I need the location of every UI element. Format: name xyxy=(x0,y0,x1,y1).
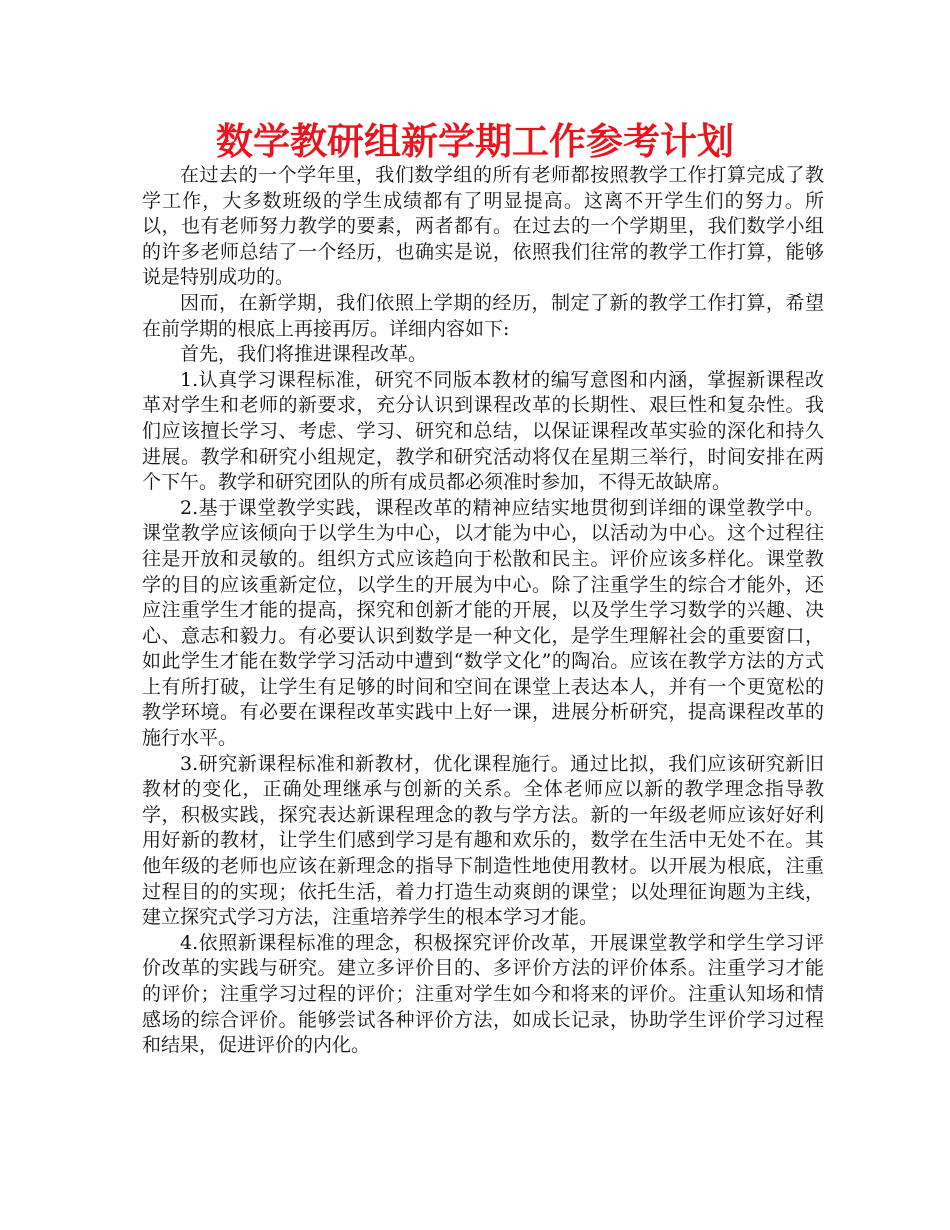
paragraph-item-4: 4.依照新课程标准的理念，积极探究评价改革，开展课堂教学和学生学习评价改革的实践与研究。建立多评价目的、多评价方法的评价体系。注重学习才能的评价；注重学习过程的评价；注重对学生如今和将来的评价。注重认知场和情感场的综合评价。能够尝试各种评价方法，如成长记录，协助学生评价学习过程和结果，促进评价的内化。 xyxy=(142,931,824,1057)
paragraph-item-2: 2.基于课堂教学实践，课程改革的精神应结实地贯彻到详细的课堂教学中。课堂教学应该倾向于以学生为中心，以才能为中心，以活动为中心。这个过程往往是开放和灵敏的。组织方式应该趋向于松散和民主。评价应该多样化。课堂教学的目的应该重新定位，以学生的开展为中心。除了注重学生的综合才能外，还应注重学生才能的提高，探究和创新才能的开展，以及学生学习数学的兴趣、决心、意志和毅力。有必要认识到数学是一种文化，是学生理解社会的重要窗口，如此学生才能在数学学习活动中遭到“数学文化”的陶冶。应该在教学方法的方式上有所打破，让学生有足够的时间和空间在课堂上表达本人，并有一个更宽松的教学环境。有必要在课程改革实践中上好一课，进展分析研究，提高课程改革的施行水平。 xyxy=(142,496,824,750)
paragraph-item-3: 3.研究新课程标准和新教材，优化课程施行。通过比拟，我们应该研究新旧教材的变化，正确处理继承与创新的关系。全体老师应以新的教学理念指导教学，积极实践，探究表达新课程理念的教与学方法。新的一年级老师应该好好利用好新的教材，让学生们感到学习是有趣和欢乐的，数学在生活中无处不在。其他年级的老师也应该在新理念的指导下制造性地使用教材。以开展为根底，注重过程目的的实现；依托生活，着力打造生动爽朗的课堂；以处理征询题为主线，建立探究式学习方法，注重培养学生的根本学习才能。 xyxy=(142,752,824,929)
paragraph-plan-overview: 因而，在新学期，我们依照上学期的经历，制定了新的教学工作打算，希望在前学期的根底上再接再厉。详细内容如下: xyxy=(142,291,824,340)
paragraph-intro: 在过去的一个学年里，我们数学组的所有老师都按照教学工作打算完成了教学工作，大多数班级的学生成绩都有了明显提高。这离不开学生们的努力。所以，也有老师努力教学的要素，两者都有。在过去的一个学期里，我们数学小组的许多老师总结了一个经历，也确实是说，依照我们往常的教学工作打算，能够说是特别成功的。 xyxy=(142,164,824,289)
paragraph-item-1: 1.认真学习课程标准，研究不同版本教材的编写意图和内涵，掌握新课程改革对学生和老师的新要求，充分认识到课程改革的长期性、艰巨性和复杂性。我们应该擅长学习、考虑、学习、研究和总结，以保证课程改革实验的深化和持久进展。教学和研究小组规定，教学和研究活动将仅在星期三举行，时间安排在两个下午。教学和研究团队的所有成员都必须准时参加，不得无故缺席。 xyxy=(142,368,824,494)
paragraph-first-point: 首先，我们将推进课程改革。 xyxy=(180,343,428,366)
document-body xyxy=(142,163,824,1059)
document-title: 数学教研组新学期工作参考计划 xyxy=(216,120,734,163)
